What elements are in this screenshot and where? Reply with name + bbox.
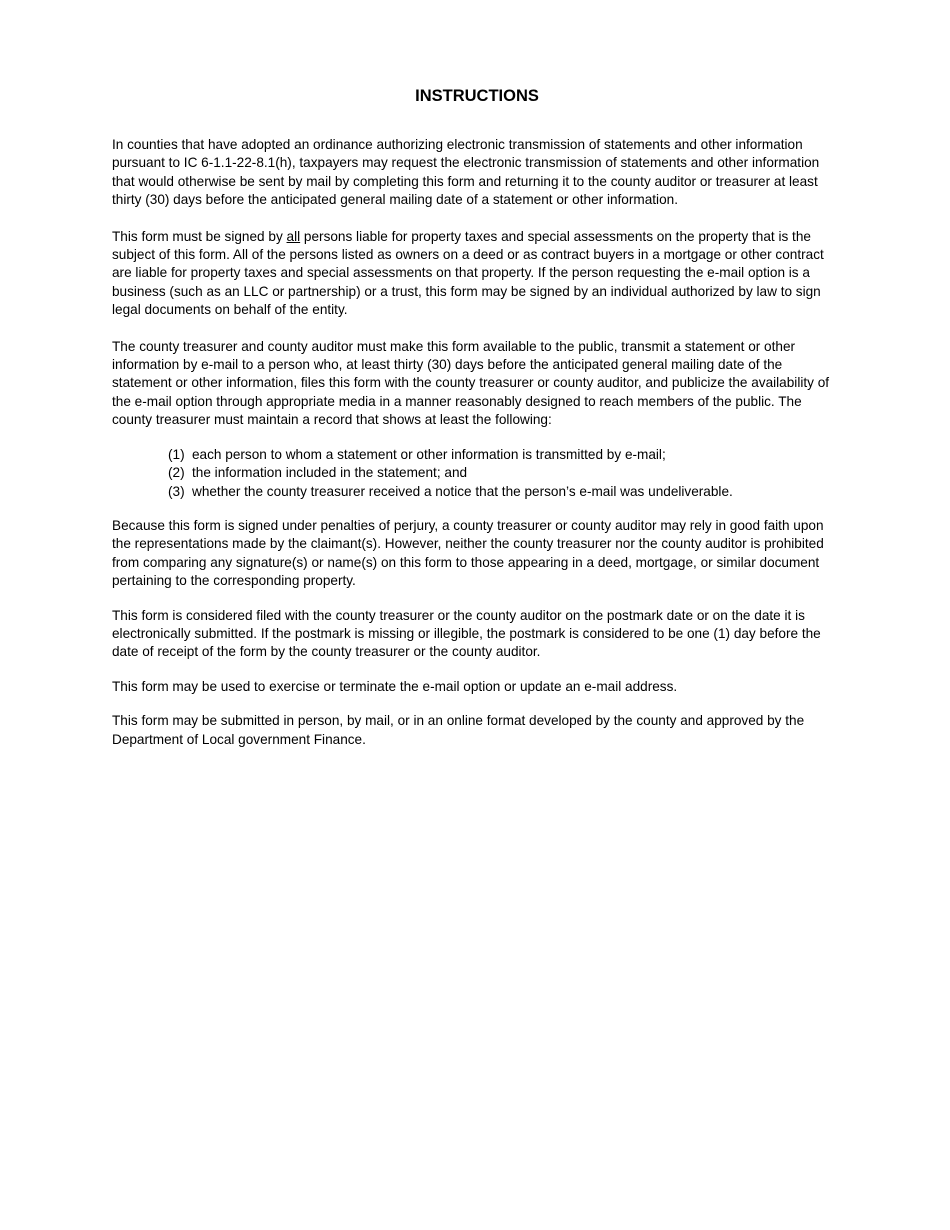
- paragraph-usage: This form may be used to exercise or terminate the e-mail option or update an e-mail address.: [112, 678, 678, 694]
- paragraph-perjury: Because this form is signed under penalties of perjury, a county treasurer or county auditor may rely in good faith upon the representations made by the claimant(s). However, neither the county treasurer nor the county auditor is prohibited from comparing any signature(s) or name(s) on this form to those appearing in a deed, mortgage, or similar document pertaining to the corresponding property.: [112, 517, 824, 589]
- paragraph-signature-requirement: [112, 228, 842, 320]
- paragraph-submission: This form may be submitted in person, by mail, or in an online format developed by the county and approved by the Department of Local government Finance.: [112, 713, 805, 747]
- list-item-text: the information included in the statement; and: [192, 465, 468, 481]
- list-item: [168, 483, 842, 501]
- paragraph-electronic-transmission: In counties that have adopted an ordinance authorizing electronic transmission of statements and other information pursuant to IC 6-1.1-22-8.1(h), taxpayers may request the electronic transmission of statements and other information that would otherwise be sent by mail by completing this form and returning it to the county auditor or treasurer at least thirty (30) days before the anticipated general mailing date of a statement or other information.: [112, 137, 820, 208]
- list-item-number: (1): [168, 446, 185, 462]
- paragraph-filing-date: This form is considered filed with the county treasurer or the county auditor on the postmark date or on the date it is electronically submitted. If the postmark is missing or illegible, the postmark is considered to be one (1) day before the date of receipt of the form by the county treasurer or the county auditor.: [112, 607, 821, 660]
- paragraph-signature-after: persons liable for property taxes and special assessments on the property that is the subject of this form. All of the persons listed as owners on a deed or as contract buyers in a mortgage or other contract are liable for property taxes and special assessments on that property. If the person requesting the e-mail option is a business (such as an LLC or partnership) or a trust, this form may be signed by an individual authorized by law to sign legal documents on behalf of the entity.: [112, 228, 824, 318]
- list-item: [168, 464, 842, 482]
- paragraph-treasurer-duties: The county treasurer and county auditor must make this form available to the public, transmit a statement or other information by e-mail to a person who, at least thirty (30) days before the anticipated general mailing date of the statement or other information, files this form with the county treasurer or county auditor, and publicize the availability of the e-mail option through appropriate media in a manner reasonably designed to reach members of the public. The county treasurer must maintain a record that shows at least the following:: [112, 338, 830, 428]
- underlined-all: all: [286, 228, 301, 244]
- list-item-text: whether the county treasurer received a notice that the person’s e-mail was undeliverable.: [192, 483, 733, 499]
- list-item-number: (3): [168, 483, 185, 499]
- page-title: INSTRUCTIONS: [415, 87, 539, 105]
- list-item-text: each person to whom a statement or other information is transmitted by e-mail;: [192, 446, 666, 462]
- list-item: [168, 446, 842, 464]
- list-item-number: (2): [168, 465, 185, 481]
- instructions-page: [112, 86, 842, 767]
- record-requirements-list: [168, 446, 842, 501]
- paragraph-signature-before: This form must be signed by: [112, 228, 287, 244]
